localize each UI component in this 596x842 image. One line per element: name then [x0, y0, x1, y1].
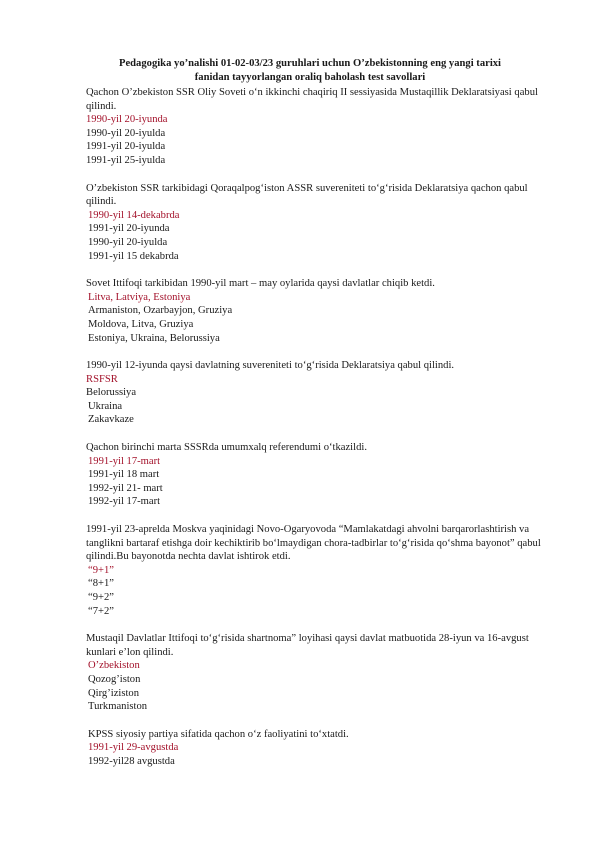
document-title [84, 57, 536, 85]
answer-option: Zakavkaze [88, 414, 134, 426]
answer-option: 1991-yil 15 dekabrda [88, 250, 179, 262]
answer-option-correct: 1990-yil 20-iyunda [86, 114, 168, 126]
question-text: Qachon O’zbekiston SSR Oliy Soveti o‘n ikkinchi chaqiriq II sessiyasida Mustaqillik Deklaratsiyasi qabul qilindi. [86, 87, 538, 112]
answer-option: Belorussiya [86, 387, 137, 399]
answer-option: 1991-yil 20-iyulda [86, 141, 166, 153]
answer-option-correct: 1990-yil 14-dekabrda [88, 209, 180, 221]
title-line-2: fanidan tayyorlangan oraliq baholash test savollari [194, 72, 426, 83]
answer-option: Qirg’iziston [88, 687, 140, 699]
question-block [86, 359, 546, 427]
answer-option: Turkmaniston [88, 701, 148, 713]
answer-option: Ukraina [88, 400, 123, 412]
answer-option: 1990-yil 20-iyulda [86, 127, 166, 139]
question-block [86, 182, 546, 264]
answer-option: 1992-yil28 avgustda [88, 755, 175, 767]
answer-option-correct: 1991-yil 17-mart [88, 455, 161, 467]
answer-option: 1992-yil 17-mart [88, 496, 161, 508]
answer-option-correct: “9+1” [88, 564, 114, 576]
answer-option-correct: O’zbekiston [88, 660, 140, 672]
answer-option-correct: RSFSR [86, 373, 118, 385]
question-block [86, 441, 546, 509]
question-text: 1990-yil 12-iyunda qaysi davlatning suvereniteti to‘g‘risida Deklaratsiya qabul qilindi. [86, 360, 455, 372]
answer-option: 1992-yil 21- mart [88, 482, 163, 494]
question-block [86, 277, 546, 345]
title-line-1: Pedagogika yo’nalishi 01-02-03/23 guruhlari uchun O’zbekistonning eng yangi tarixi [118, 58, 502, 69]
question-block [86, 632, 546, 714]
question-block [86, 728, 546, 769]
answer-option: “8+1” [88, 578, 114, 590]
answer-option: Qozog’iston [88, 673, 141, 685]
answer-option: 1991-yil 18 mart [88, 469, 160, 481]
answer-option: 1991-yil 25-iyulda [86, 154, 166, 166]
question-text: Mustaqil Davlatlar Ittifoqi to‘g‘risida shartnoma” loyihasi qaysi davlat matbuotida 28-iyun va 16-avgust kunlari e’lon qilindi. [86, 633, 529, 658]
question-text: O’zbekiston SSR tarkibidagi Qoraqalpog‘iston ASSR suvereniteti to‘g‘risida Deklaratsiya qachon qabul qilindi. [86, 182, 528, 208]
answer-option-correct: 1991-yil 29-avgustda [88, 742, 179, 754]
answer-option: Armaniston, Ozarbayjon, Gruziya [88, 305, 233, 317]
question-list [86, 86, 546, 769]
question-block [86, 523, 546, 618]
question-text: Sovet Ittifoqi tarkibidan 1990-yil mart – may oylarida qaysi davlatlar chiqib ketdi. [86, 278, 435, 290]
answer-option: Estoniya, Ukraina, Belorussiya [88, 332, 220, 344]
answer-option: 1991-yil 20-iyunda [88, 223, 170, 235]
answer-option: 1990-yil 20-iyulda [88, 236, 168, 248]
question-block [86, 86, 546, 168]
answer-option: “9+2” [88, 592, 114, 603]
answer-option-correct: Litva, Latviya, Estoniya [88, 291, 191, 303]
question-text: KPSS siyosiy partiya sifatida qachon o‘z faoliyatini to‘xtatdi. [88, 728, 349, 740]
answer-option: “7+2” [88, 605, 114, 617]
question-text: Qachon birinchi marta SSSRda umumxalq referendumi o‘tkazildi. [86, 442, 367, 454]
question-text: 1991-yil 23-aprelda Moskva yaqinidagi Novo-Ogaryovoda “Mamlakatdagi ahvolni barqarorlashtirish va tanglikni bartaraf etishga doir kechiktirib bo‘lmaydigan chora-tadbirlar to‘g‘risida qo‘shma bayonot” qabul qilindi.Bu bayonotda nechta davlat ishtirok etdi. [86, 524, 541, 563]
answer-option: Moldova, Litva, Gruziya [88, 318, 194, 330]
